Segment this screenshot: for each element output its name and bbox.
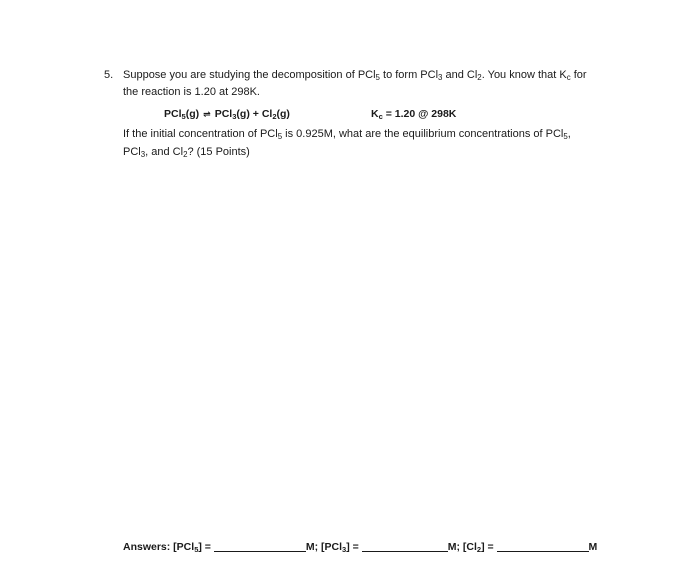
subscript: 5 bbox=[181, 112, 186, 122]
text: is 0.925M, what are the equilibrium concentrations of PCl bbox=[282, 128, 564, 140]
kc-value bbox=[371, 107, 456, 122]
plus-sign: + bbox=[252, 108, 259, 120]
subscript: 5 bbox=[563, 132, 568, 142]
text: to form PCl bbox=[379, 69, 439, 81]
text: PCl bbox=[123, 146, 141, 158]
subscript: 3 bbox=[438, 73, 443, 83]
text: ? (15 Points) bbox=[187, 146, 250, 158]
text: Suppose you are studying the decomposition of PCl bbox=[123, 69, 376, 81]
text: If the initial concentration of PCl bbox=[123, 128, 278, 140]
state: (g) bbox=[236, 108, 250, 120]
equilibrium-arrow-icon: ⇌ bbox=[203, 109, 211, 119]
question-line-4 bbox=[123, 127, 571, 142]
text: M; [Cl bbox=[447, 541, 477, 553]
text: ] = bbox=[481, 541, 497, 553]
reaction-equation bbox=[164, 107, 290, 122]
kc-number: = 1.20 @ 298K bbox=[382, 108, 457, 120]
subscript: 3 bbox=[232, 112, 237, 122]
subscript: 3 bbox=[140, 150, 146, 160]
text: . You know that K bbox=[481, 69, 567, 81]
subscript: 5 bbox=[375, 73, 380, 83]
subscript: 2 bbox=[476, 545, 482, 555]
text: ] = bbox=[198, 541, 214, 553]
answers-row bbox=[123, 540, 623, 555]
unit-label: M bbox=[588, 541, 598, 553]
state: (g) bbox=[185, 108, 200, 120]
text: , bbox=[567, 128, 571, 140]
subscript: 2 bbox=[477, 73, 482, 83]
subscript: c bbox=[566, 73, 571, 83]
subscript: c bbox=[378, 112, 383, 122]
subscript: 5 bbox=[194, 545, 199, 555]
subscript: 3 bbox=[342, 545, 347, 555]
question-line-5 bbox=[123, 145, 250, 160]
question-line-1 bbox=[123, 68, 587, 83]
product-1: PCl bbox=[214, 108, 233, 120]
kc-label: K bbox=[371, 108, 379, 120]
subscript: 2 bbox=[272, 112, 277, 122]
text: and Cl bbox=[442, 69, 478, 81]
answers-label: Answers: [PCl bbox=[123, 541, 195, 553]
pcl3-answer-blank[interactable] bbox=[362, 541, 448, 552]
subscript: 5 bbox=[277, 132, 283, 142]
subscript: 2 bbox=[183, 150, 188, 160]
state: (g) bbox=[276, 108, 290, 120]
question-number: 5. bbox=[104, 69, 114, 81]
text: ] = bbox=[346, 541, 362, 553]
cl2-answer-blank[interactable] bbox=[497, 541, 589, 552]
pcl5-answer-blank[interactable] bbox=[214, 541, 306, 552]
reactant: PCl bbox=[164, 108, 182, 120]
text: M; [PCl bbox=[305, 541, 343, 553]
text: for bbox=[570, 69, 587, 81]
question-line-2: the reaction is 1.20 at 298K. bbox=[123, 86, 260, 98]
text: , and Cl bbox=[145, 146, 184, 158]
product-2: Cl bbox=[261, 108, 273, 120]
